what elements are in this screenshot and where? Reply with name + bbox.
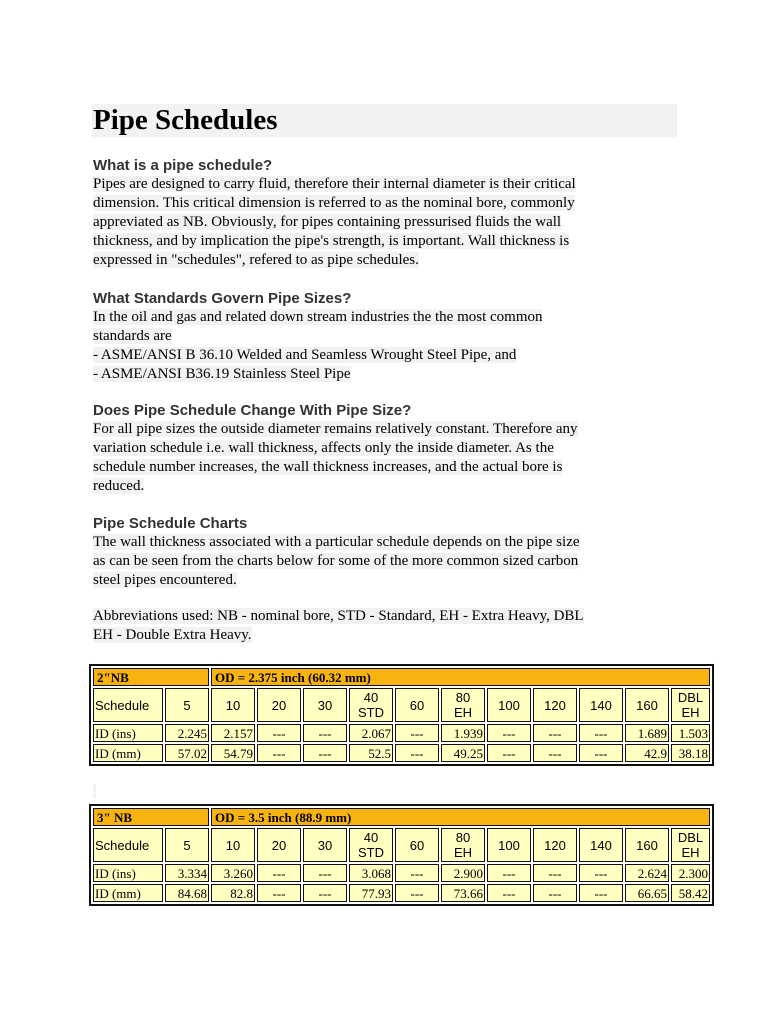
paragraph-line: variation schedule i.e. wall thickness, affects only the inside diameter. As the xyxy=(93,440,554,456)
row-label-cell: ID (ins) xyxy=(93,864,163,882)
value-cell: --- xyxy=(579,744,623,762)
value-cell: 54.79 xyxy=(211,744,255,762)
paragraph-line: In the oil and gas and related down stream industries the the most common xyxy=(93,309,543,325)
value-cell: --- xyxy=(257,864,301,882)
table-row xyxy=(93,724,710,742)
schedule-cell: 100 xyxy=(487,828,531,862)
schedule-cell: 120 xyxy=(533,828,577,862)
schedule-cell: 140 xyxy=(579,688,623,722)
schedule-cell: 40 STD xyxy=(349,828,393,862)
paragraph-line: reduced. xyxy=(93,478,145,494)
schedule-cell: 30 xyxy=(303,688,347,722)
table-row xyxy=(93,744,710,762)
value-cell: --- xyxy=(487,744,531,762)
paragraph-line: appreviated as NB. Obviously, for pipes containing pressurised fluids the wall xyxy=(93,214,562,230)
schedule-cell: 10 xyxy=(211,688,255,722)
schedule-label-cell: Schedule xyxy=(93,828,163,862)
value-cell: 1.503 xyxy=(671,724,710,742)
schedule-cell: 20 xyxy=(257,828,301,862)
paragraph-line: For all pipe sizes the outside diameter remains relatively constant. Therefore any xyxy=(93,421,578,437)
nominal-bore-cell: 3" NB xyxy=(93,808,209,826)
value-cell: --- xyxy=(395,864,439,882)
schedule-cell: 160 xyxy=(625,828,669,862)
schedule-cell: 120 xyxy=(533,688,577,722)
value-cell: 3.068 xyxy=(349,864,393,882)
section-paragraph xyxy=(93,533,683,590)
schedule-cell: 160 xyxy=(625,688,669,722)
paragraph-line: steel pipes encountered. xyxy=(93,572,237,588)
value-cell: --- xyxy=(487,724,531,742)
section-heading: Does Pipe Schedule Change With Pipe Size? xyxy=(93,402,412,419)
section-heading: What Standards Govern Pipe Sizes? xyxy=(93,290,352,307)
section-4 xyxy=(93,514,683,590)
spacer-highlight xyxy=(93,784,96,798)
row-label-cell: ID (ins) xyxy=(93,724,163,742)
value-cell: 38.18 xyxy=(671,744,710,762)
value-cell: --- xyxy=(579,864,623,882)
value-cell: --- xyxy=(303,724,347,742)
value-cell: 2.245 xyxy=(165,724,209,742)
value-cell: --- xyxy=(303,864,347,882)
value-cell: 84.68 xyxy=(165,884,209,902)
value-cell: 3.334 xyxy=(165,864,209,882)
schedule-label-cell: Schedule xyxy=(93,688,163,722)
outside-diameter-cell: OD = 3.5 inch (88.9 mm) xyxy=(211,808,710,826)
paragraph-line: The wall thickness associated with a particular schedule depends on the pipe size xyxy=(93,534,580,550)
value-cell: 58.42 xyxy=(671,884,710,902)
schedule-cell: 5 xyxy=(165,828,209,862)
pipe-schedule-table xyxy=(89,664,714,766)
value-cell: --- xyxy=(487,864,531,882)
schedule-cell: 60 xyxy=(395,828,439,862)
value-cell: --- xyxy=(579,724,623,742)
paragraph-line: thickness, and by implication the pipe's strength, is important. Wall thickness is xyxy=(93,233,570,249)
value-cell: 2.900 xyxy=(441,864,485,882)
value-cell: 52.5 xyxy=(349,744,393,762)
schedule-cell: 60 xyxy=(395,688,439,722)
section-3 xyxy=(93,401,683,496)
value-cell: --- xyxy=(533,864,577,882)
schedule-cell: 100 xyxy=(487,688,531,722)
paragraph-line: as can be seen from the charts below for some of the more common sized carbon xyxy=(93,553,579,569)
section-paragraph xyxy=(93,420,683,496)
value-cell: --- xyxy=(303,744,347,762)
value-cell: 42.9 xyxy=(625,744,669,762)
paragraph-line: Abbreviations used: NB - nominal bore, STD - Standard, EH - Extra Heavy, DBL xyxy=(93,608,584,624)
paragraph-line: - ASME/ANSI B36.19 Stainless Steel Pipe xyxy=(93,366,351,382)
row-label-cell: ID (mm) xyxy=(93,744,163,762)
schedule-cell: DBL EH xyxy=(671,828,710,862)
value-cell: --- xyxy=(533,724,577,742)
value-cell: 1.689 xyxy=(625,724,669,742)
page-title: Pipe Schedules xyxy=(92,104,677,137)
value-cell: 1.939 xyxy=(441,724,485,742)
value-cell: 73.66 xyxy=(441,884,485,902)
paragraph-line: dimension. This critical dimension is referred to as the nominal bore, commonly xyxy=(93,195,575,211)
value-cell: 66.65 xyxy=(625,884,669,902)
section-heading: What is a pipe schedule? xyxy=(93,157,273,174)
value-cell: --- xyxy=(487,884,531,902)
value-cell: 3.260 xyxy=(211,864,255,882)
value-cell: --- xyxy=(257,884,301,902)
paragraph-line: expressed in "schedules", refered to as pipe schedules. xyxy=(93,252,419,268)
schedule-cell: DBL EH xyxy=(671,688,710,722)
schedule-cell: 20 xyxy=(257,688,301,722)
value-cell: 77.93 xyxy=(349,884,393,902)
schedule-cell: 30 xyxy=(303,828,347,862)
value-cell: 57.02 xyxy=(165,744,209,762)
outside-diameter-cell: OD = 2.375 inch (60.32 mm) xyxy=(211,668,710,686)
value-cell: 2.624 xyxy=(625,864,669,882)
value-cell: --- xyxy=(533,884,577,902)
paragraph-line: schedule number increases, the wall thickness increases, and the actual bore is xyxy=(93,459,563,475)
section-1 xyxy=(93,156,683,270)
schedule-cell: 80 EH xyxy=(441,688,485,722)
section-paragraph xyxy=(93,175,683,270)
schedule-cell: 10 xyxy=(211,828,255,862)
value-cell: --- xyxy=(395,884,439,902)
section-2 xyxy=(93,289,683,384)
value-cell: 49.25 xyxy=(441,744,485,762)
schedule-cell: 140 xyxy=(579,828,623,862)
nominal-bore-cell: 2"NB xyxy=(93,668,209,686)
value-cell: --- xyxy=(579,884,623,902)
value-cell: --- xyxy=(257,724,301,742)
value-cell: --- xyxy=(303,884,347,902)
value-cell: 82.8 xyxy=(211,884,255,902)
paragraph-line: - ASME/ANSI B 36.10 Welded and Seamless Wrought Steel Pipe, and xyxy=(93,347,517,363)
section-paragraph xyxy=(93,308,683,384)
schedule-cell: 40 STD xyxy=(349,688,393,722)
value-cell: --- xyxy=(533,744,577,762)
value-cell: --- xyxy=(395,744,439,762)
value-cell: --- xyxy=(257,744,301,762)
paragraph-line: Pipes are designed to carry fluid, therefore their internal diameter is their critical xyxy=(93,176,576,192)
paragraph-line: standards are xyxy=(93,328,172,344)
value-cell: 2.067 xyxy=(349,724,393,742)
schedule-cell: 5 xyxy=(165,688,209,722)
pipe-schedule-table xyxy=(89,804,714,906)
value-cell: --- xyxy=(395,724,439,742)
schedule-cell: 80 EH xyxy=(441,828,485,862)
table-row xyxy=(93,864,710,882)
row-label-cell: ID (mm) xyxy=(93,884,163,902)
table-row xyxy=(93,884,710,902)
paragraph-line: EH - Double Extra Heavy. xyxy=(93,627,252,643)
value-cell: 2.157 xyxy=(211,724,255,742)
section-heading: Pipe Schedule Charts xyxy=(93,515,248,532)
value-cell: 2.300 xyxy=(671,864,710,882)
abbreviations-paragraph xyxy=(93,607,683,645)
